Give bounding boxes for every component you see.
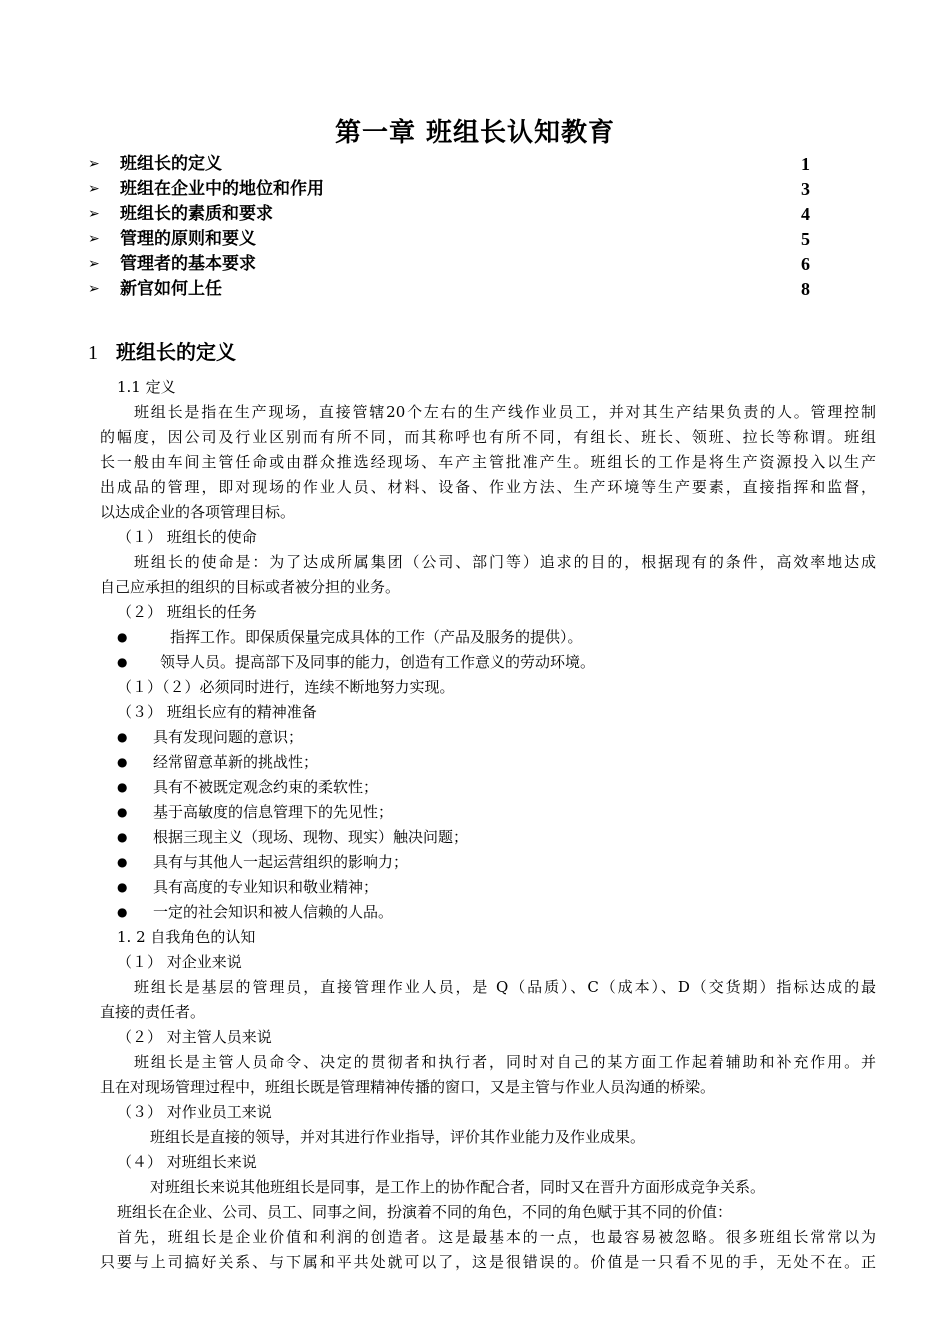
toc-item[interactable] [88,152,810,177]
toc-item-page: 1 [801,154,810,174]
arrow-bullet-icon: ➢ [88,256,100,272]
paragraph-line: 班组长在企业、公司、员工、同事之间，扮演着不同的角色，不同的角色赋于其不同的价值： [117,1203,733,1221]
paragraph-line: 只要与上司搞好关系、与下属和平共处就可以了，这是很错误的。价值是一只看不见的手，无处不在。正 [100,1253,876,1271]
paragraph-line: 班组长是主管人员命令、决定的贯彻者和执行者，同时对自己的某方面工作起着辅助和补充作用。并 [134,1053,876,1071]
bullet-dot-icon: ● [117,905,128,919]
section-heading [88,336,236,365]
chapter-title: 第一章 班组长认知教育 [334,118,616,148]
toc-item-page: 8 [801,279,810,299]
subsection-heading: 1.1 定义 [117,378,176,396]
item-heading: （１） 班组长的使命 [117,528,257,546]
item-heading: （２） 班组长的任务 [117,603,257,621]
subsection-heading: 1. 2 自我角色的认知 [117,928,256,946]
arrow-bullet-icon: ➢ [88,156,100,172]
table-of-contents [88,152,810,302]
paragraph-line: 首先，班组长是企业价值和利润的创造者。这是最基本的一点，也最容易被忽略。很多班组长常常以为 [117,1228,876,1246]
toc-item-text: 管理的原则和要义 [120,229,256,249]
toc-item[interactable] [88,227,810,252]
arrow-bullet-icon: ➢ [88,206,100,222]
paragraph-line: 直接的责任者。 [100,1003,206,1021]
bullet-dot-icon: ● [117,805,128,819]
paragraph-line: 班组长是直接的领导，并对其进行作业指导，评价其作业能力及作业成果。 [150,1128,646,1146]
toc-item-text: 班组在企业中的地位和作用 [120,179,324,199]
toc-item[interactable] [88,277,810,302]
toc-item-page: 5 [801,229,810,249]
bullet-dot-icon: ● [117,755,128,769]
list-item: 具有高度的专业知识和敬业精神； [153,878,379,896]
bullet-dot-icon: ● [117,630,128,644]
item-heading: （３） 班组长应有的精神准备 [117,703,317,721]
list-item: 一定的社会知识和被人信赖的人品。 [153,903,394,921]
toc-item-text: 班组长的定义 [120,154,222,174]
bullet-dot-icon: ● [117,655,128,669]
paragraph-line: 以达成企业的各项管理目标。 [100,503,296,521]
section-number: 1 [88,342,98,364]
paragraph-line: 班组长是基层的管理员，直接管理作业人员，是 Q（品质）、C（成本）、D（交货期）指标达成的最 [134,978,876,996]
paragraph-line: 长一般由车间主管任命或由群众推选经现场、车产主管批准产生。班组长的工作是将生产资源投入以生产 [100,453,876,471]
list-item: 指挥工作。即保质保量完成具体的工作（产品及服务的提供）。 [170,628,583,646]
list-item: 根据三现主义（现场、现物、现实）触决问题； [153,828,469,846]
toc-item[interactable] [88,177,810,202]
note-text: （１）（２）必须同时进行，连续不断地努力实现。 [117,678,455,696]
list-item: 具有不被既定观念约束的柔软性； [153,778,379,796]
list-item: 具有发现问题的意识； [153,728,304,746]
item-heading: （３） 对作业员工来说 [117,1103,272,1121]
item-heading: （１） 对企业来说 [117,953,242,971]
bullet-dot-icon: ● [117,730,128,744]
list-item: 经常留意革新的挑战性； [153,753,319,771]
paragraph-line: 的幅度，因公司及行业区别而有所不同，而其称呼也有所不同，有组长、班长、领班、拉长等称谓。班组 [100,428,876,446]
toc-item-page: 4 [801,204,810,224]
paragraph-line: 班组长是指在生产现场，直接管辖20个左右的生产线作业员工，并对其生产结果负责的人。管理控制 [134,403,876,421]
toc-item-text: 新官如何上任 [120,279,222,299]
bullet-dot-icon: ● [117,830,128,844]
arrow-bullet-icon: ➢ [88,181,100,197]
paragraph-line: 自己应承担的组织的目标或者被分担的业务。 [100,578,401,596]
list-item: 基于高敏度的信息管理下的先见性； [153,803,394,821]
section-title: 班组长的定义 [116,340,236,364]
bullet-dot-icon: ● [117,855,128,869]
list-item: 领导人员。提高部下及同事的能力，创造有工作意义的劳动环境。 [160,653,596,671]
paragraph-line: 出成品的管理，即对现场的作业人员、材料、设备、作业方法、生产环境等生产要素，直接指挥和监督， [100,478,876,496]
arrow-bullet-icon: ➢ [88,231,100,247]
toc-item-text: 管理者的基本要求 [120,254,256,274]
paragraph-line: 且在对现场管理过程中，班组长既是管理精神传播的窗口，又是主管与作业人员沟通的桥梁。 [100,1078,716,1096]
item-heading: （４） 对班组长来说 [117,1153,257,1171]
bullet-dot-icon: ● [117,880,128,894]
paragraph-line: 对班组长来说其他班组长是同事，是工作上的协作配合者，同时又在晋升方面形成竞争关系。 [150,1178,766,1196]
item-heading: （２） 对主管人员来说 [117,1028,272,1046]
arrow-bullet-icon: ➢ [88,281,100,297]
toc-item[interactable] [88,202,810,227]
toc-item-text: 班组长的素质和要求 [120,204,273,224]
toc-item[interactable] [88,252,810,277]
bullet-dot-icon: ● [117,780,128,794]
toc-item-page: 6 [801,254,810,274]
paragraph-line: 班组长的使命是：为了达成所属集团（公司、部门等）追求的目的，根据现有的条件，高效率地达成 [134,553,876,571]
toc-item-page: 3 [801,179,810,199]
list-item: 具有与其他人一起运营组织的影响力； [153,853,409,871]
